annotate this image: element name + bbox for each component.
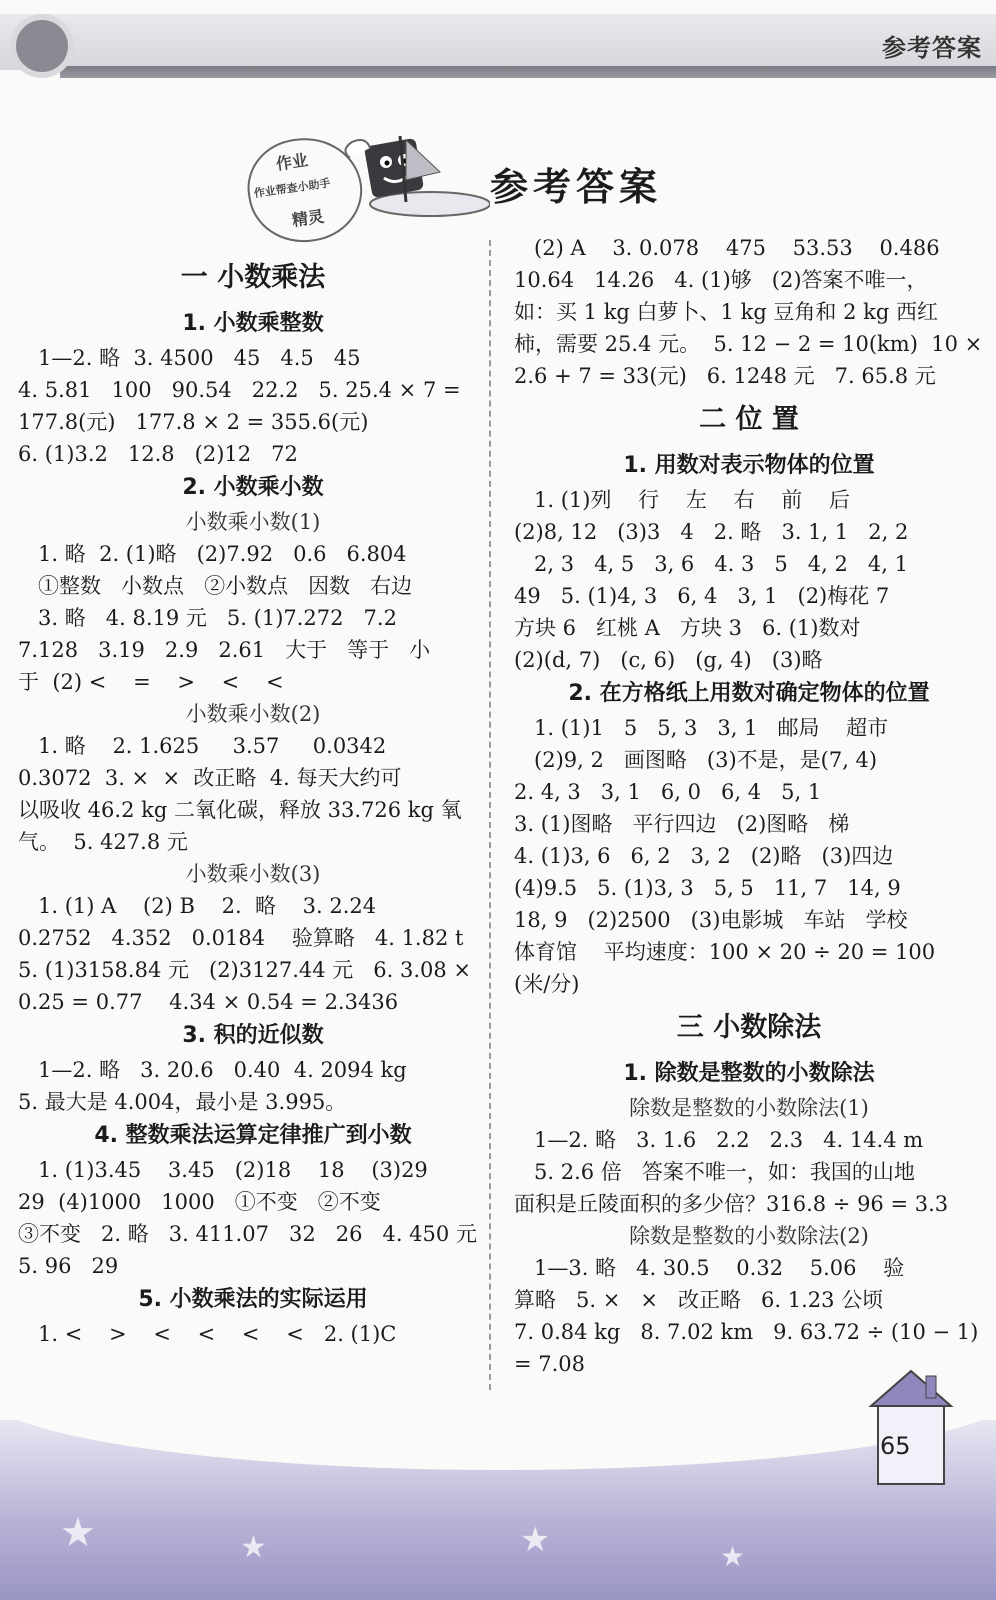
- section-title: 一 小数乘法: [180, 262, 326, 293]
- answer-line: 以吸收 46.2 kg 二氧化碳，释放 33.726 kg 氧: [18, 798, 462, 822]
- answer-line: 1. (1)3.45 3.45 (2)18 18 (3)29: [18, 1158, 428, 1182]
- header-label: 参考答案: [882, 34, 982, 62]
- answer-line: 5. 2.6 倍 答案不唯一，如：我国的山地: [514, 1160, 915, 1184]
- answer-line: 4. 5.81 100 90.54 22.2 5. 25.4 × 7 =: [18, 378, 461, 402]
- subsection-title: 3. 积的近似数: [182, 1023, 324, 1048]
- section-title: 二 位 置: [699, 404, 799, 435]
- lesson-title: 小数乘小数(1): [185, 510, 321, 534]
- answer-line: 5. (1)3158.84 元 (2)3127.44 元 6. 3.08 ×: [18, 958, 472, 982]
- answer-line: (2)8, 12 (3)3 4 2. 略 3. 1, 1 2, 2: [514, 520, 909, 544]
- answer-line: (米/分): [514, 972, 580, 996]
- answer-line: 7.128 3.19 2.9 2.61 大于 等于 小: [18, 638, 431, 662]
- answer-line: 0.3072 3. × × 改正略 4. 每天大约可: [18, 766, 402, 790]
- page-number: 65: [880, 1432, 911, 1460]
- answer-line: 3. 略 4. 8.19 元 5. (1)7.272 7.2: [18, 606, 397, 630]
- lesson-title: 小数乘小数(3): [185, 862, 321, 886]
- answer-line: 177.8(元) 177.8 × 2 = 355.6(元): [18, 410, 369, 434]
- answer-line: 0.25 = 0.77 4.34 × 0.54 = 2.3436: [18, 990, 399, 1014]
- answer-line: 面积是丘陵面积的多少倍？316.8 ÷ 96 = 3.3: [514, 1192, 949, 1216]
- lesson-title: 除数是整数的小数除法(2): [629, 1224, 869, 1248]
- column-divider: [489, 240, 491, 1400]
- page-title: 参考答案: [490, 165, 663, 209]
- answer-line: 1. 略 2. 1.625 3.57 0.0342: [18, 734, 387, 758]
- page-footer: [0, 1420, 996, 1600]
- answer-line: 29 (4)1000 1000 ①不变 ②不变: [18, 1190, 381, 1214]
- header-strip: [60, 66, 996, 78]
- answer-line: 气。 5. 427.8 元: [18, 830, 188, 854]
- answer-line: 体育馆 平均速度：100 × 20 ÷ 20 = 100: [514, 940, 936, 964]
- answer-line: 柿，需要 25.4 元。 5. 12 − 2 = 10(km) 10 ×: [514, 332, 983, 356]
- answer-line: 1. 略 2. (1)略 (2)7.92 0.6 6.804: [18, 542, 407, 566]
- subsection-title: 2. 小数乘小数: [182, 475, 324, 500]
- subsection-title: 1. 用数对表示物体的位置: [623, 453, 875, 478]
- answer-line: 算略 5. × × 改正略 6. 1.23 公顷: [514, 1288, 884, 1312]
- answer-line: ①整数 小数点 ②小数点 因数 右边: [18, 574, 413, 598]
- answer-line: 5. 最大是 4.004，最小是 3.995。: [18, 1090, 347, 1114]
- answer-line: 1. < > < < < < 2. (1)C: [18, 1322, 397, 1346]
- answer-line: 18, 9 (2)2500 (3)电影城 车站 学校: [514, 908, 908, 932]
- star-icon: ★: [60, 1510, 96, 1556]
- answer-line: 1. (1)列 行 左 右 前 后: [514, 488, 850, 512]
- answer-line: (4)9.5 5. (1)3, 3 5, 5 11, 7 14, 9: [514, 876, 901, 900]
- answer-line: 2.6 + 7 = 33(元) 6. 1248 元 7. 65.8 元: [514, 364, 936, 388]
- answer-line: ③不变 2. 略 3. 411.07 32 26 4. 450 元: [18, 1222, 477, 1246]
- answer-line: 2. 4, 3 3, 1 6, 0 6, 4 5, 1: [514, 780, 822, 804]
- answer-line: 5. 96 29: [18, 1254, 119, 1278]
- answer-line: 10.64 14.26 4. (1)够 (2)答案不唯一，: [514, 268, 928, 292]
- header-band: [0, 14, 996, 70]
- answer-line: 2, 3 4, 5 3, 6 4. 3 5 4, 2 4, 1: [514, 552, 908, 576]
- subsection-title: 2. 在方格纸上用数对确定物体的位置: [568, 681, 930, 706]
- lesson-title: 除数是整数的小数除法(1): [629, 1096, 869, 1120]
- subsection-title: 4. 整数乘法运算定律推广到小数: [94, 1123, 412, 1148]
- answer-line: 4. (1)3, 6 6, 2 3, 2 (2)略 (3)四边: [514, 844, 894, 868]
- header-circle-ornament: [10, 14, 74, 78]
- answer-line: 1—3. 略 4. 30.5 0.32 5.06 验: [514, 1256, 905, 1280]
- answer-line: 3. (1)图略 平行四边 (2)图略 梯: [514, 812, 850, 836]
- answer-line: (2) A 3. 0.078 475 53.53 0.486: [514, 236, 940, 260]
- answer-line: 1. (1) A (2) B 2. 略 3. 2.24: [18, 894, 377, 918]
- answer-line: 49 5. (1)4, 3 6, 4 3, 1 (2)梅花 7: [514, 584, 890, 608]
- answer-line: = 7.08: [514, 1352, 586, 1376]
- answer-line: 1—2. 略 3. 4500 45 4.5 45: [18, 346, 361, 370]
- stamp-bottom-text: 精灵: [290, 206, 326, 230]
- right-column: [514, 232, 984, 1380]
- subsection-title: 5. 小数乘法的实际运用: [138, 1287, 368, 1312]
- answer-line: 方块 6 红桃 A 方块 3 6. (1)数对: [514, 616, 861, 640]
- section-title: 三 小数除法: [676, 1012, 822, 1043]
- star-icon: ★: [520, 1520, 551, 1560]
- stamp-top-text: 作业: [274, 150, 310, 174]
- answer-line: 于 (2) < = > < <: [18, 670, 284, 694]
- left-column: [18, 250, 488, 1350]
- answer-line: (2)9, 2 画图略 (3)不是，是(7, 4): [514, 748, 878, 772]
- answer-line: 1. (1)1 5 5, 3 3, 1 邮局 超市: [514, 716, 889, 740]
- page-header: [0, 0, 996, 92]
- subsection-title: 1. 除数是整数的小数除法: [623, 1061, 875, 1086]
- star-icon: ★: [240, 1530, 267, 1565]
- answer-line: 7. 0.84 kg 8. 7.02 km 9. 63.72 ÷ (10 − 1): [514, 1320, 979, 1344]
- answer-line: 0.2752 4.352 0.0184 验算略 4. 1.82 t: [18, 926, 464, 950]
- answer-line: 1—2. 略 3. 20.6 0.40 4. 2094 kg: [18, 1058, 407, 1082]
- sailboat-mascot-icon: [340, 132, 490, 222]
- answer-line: (2)(d, 7) (c, 6) (g, 4) (3)略: [514, 648, 823, 672]
- stamp-middle-text: 作业帮查小助手: [253, 176, 332, 201]
- footer-wave: [0, 1390, 996, 1470]
- star-icon: ★: [720, 1540, 746, 1573]
- answer-line: 如：买 1 kg 白萝卜、1 kg 豆角和 2 kg 西红: [514, 300, 938, 324]
- house-icon: [866, 1366, 956, 1486]
- answer-line: 1—2. 略 3. 1.6 2.2 2.3 4. 14.4 m: [514, 1128, 924, 1152]
- lesson-title: 小数乘小数(2): [185, 702, 321, 726]
- answer-line: 6. (1)3.2 12.8 (2)12 72: [18, 442, 298, 466]
- subsection-title: 1. 小数乘整数: [182, 311, 324, 336]
